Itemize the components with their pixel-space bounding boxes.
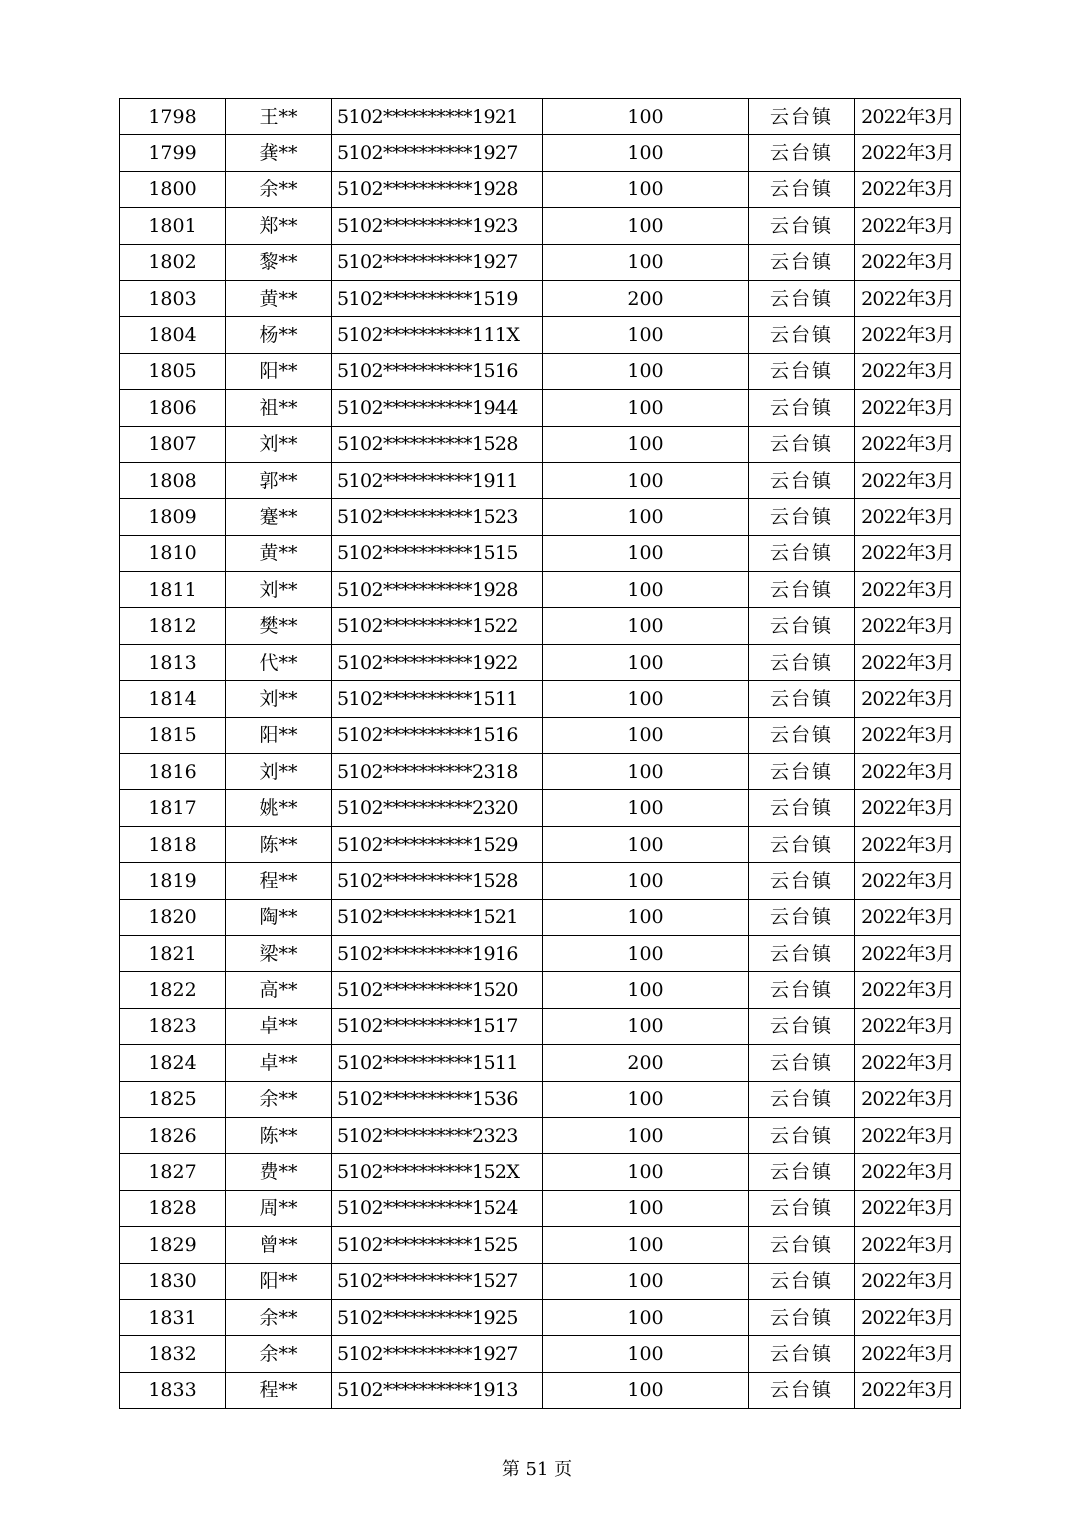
amount-cell: 100	[543, 572, 749, 608]
table-row	[120, 280, 961, 316]
amount-cell: 100	[543, 99, 749, 135]
name-cell: 祖**	[226, 390, 332, 426]
seq-cell: 1833	[120, 1372, 226, 1408]
table-row	[120, 1117, 961, 1153]
table-row	[120, 499, 961, 535]
town-cell: 云台镇	[749, 863, 855, 899]
id-number-cell: 5102**********1523	[332, 499, 543, 535]
date-cell: 2022年3月	[855, 608, 961, 644]
name-cell: 代**	[226, 644, 332, 680]
table-row	[120, 426, 961, 462]
amount-cell: 100	[543, 1081, 749, 1117]
amount-cell: 100	[543, 863, 749, 899]
seq-cell: 1800	[120, 171, 226, 207]
name-cell: 郑**	[226, 208, 332, 244]
town-cell: 云台镇	[749, 1154, 855, 1190]
table-row	[120, 99, 961, 135]
name-cell: 阳**	[226, 1263, 332, 1299]
date-cell: 2022年3月	[855, 1045, 961, 1081]
name-cell: 龚**	[226, 135, 332, 171]
table-row	[120, 608, 961, 644]
amount-cell: 100	[543, 1263, 749, 1299]
id-number-cell: 5102**********1525	[332, 1227, 543, 1263]
seq-cell: 1814	[120, 681, 226, 717]
id-number-cell: 5102**********1511	[332, 681, 543, 717]
id-number-cell: 5102**********1536	[332, 1081, 543, 1117]
name-cell: 陈**	[226, 826, 332, 862]
date-cell: 2022年3月	[855, 790, 961, 826]
town-cell: 云台镇	[749, 608, 855, 644]
table-row	[120, 353, 961, 389]
seq-cell: 1827	[120, 1154, 226, 1190]
date-cell: 2022年3月	[855, 1372, 961, 1408]
table-row	[120, 535, 961, 571]
table-row	[120, 244, 961, 280]
town-cell: 云台镇	[749, 1372, 855, 1408]
name-cell: 黎**	[226, 244, 332, 280]
amount-cell: 200	[543, 1045, 749, 1081]
seq-cell: 1804	[120, 317, 226, 353]
name-cell: 卓**	[226, 1008, 332, 1044]
date-cell: 2022年3月	[855, 390, 961, 426]
date-cell: 2022年3月	[855, 826, 961, 862]
table-row	[120, 135, 961, 171]
amount-cell: 100	[543, 826, 749, 862]
date-cell: 2022年3月	[855, 1154, 961, 1190]
id-number-cell: 5102**********1516	[332, 353, 543, 389]
seq-cell: 1822	[120, 972, 226, 1008]
amount-cell: 100	[543, 1008, 749, 1044]
id-number-cell: 5102**********1521	[332, 899, 543, 935]
table-row	[120, 935, 961, 971]
amount-cell: 100	[543, 899, 749, 935]
seq-cell: 1818	[120, 826, 226, 862]
id-number-cell: 5102**********1517	[332, 1008, 543, 1044]
table-row	[120, 863, 961, 899]
amount-cell: 100	[543, 390, 749, 426]
id-number-cell: 5102**********2318	[332, 754, 543, 790]
town-cell: 云台镇	[749, 99, 855, 135]
table-row	[120, 390, 961, 426]
seq-cell: 1803	[120, 280, 226, 316]
name-cell: 杨**	[226, 317, 332, 353]
id-number-cell: 5102**********1922	[332, 644, 543, 680]
amount-cell: 100	[543, 135, 749, 171]
town-cell: 云台镇	[749, 826, 855, 862]
name-cell: 刘**	[226, 681, 332, 717]
town-cell: 云台镇	[749, 1263, 855, 1299]
town-cell: 云台镇	[749, 899, 855, 935]
name-cell: 姚**	[226, 790, 332, 826]
name-cell: 刘**	[226, 426, 332, 462]
seq-cell: 1802	[120, 244, 226, 280]
id-number-cell: 5102**********1911	[332, 462, 543, 498]
town-cell: 云台镇	[749, 244, 855, 280]
id-number-cell: 5102**********152X	[332, 1154, 543, 1190]
amount-cell: 100	[543, 754, 749, 790]
id-number-cell: 5102**********2320	[332, 790, 543, 826]
town-cell: 云台镇	[749, 208, 855, 244]
seq-cell: 1815	[120, 717, 226, 753]
seq-cell: 1816	[120, 754, 226, 790]
id-number-cell: 5102**********1927	[332, 244, 543, 280]
seq-cell: 1807	[120, 426, 226, 462]
id-number-cell: 5102**********1527	[332, 1263, 543, 1299]
id-number-cell: 5102**********1522	[332, 608, 543, 644]
id-number-cell: 5102**********1520	[332, 972, 543, 1008]
amount-cell: 100	[543, 644, 749, 680]
table-row	[120, 754, 961, 790]
id-number-cell: 5102**********1928	[332, 171, 543, 207]
date-cell: 2022年3月	[855, 353, 961, 389]
id-number-cell: 5102**********1913	[332, 1372, 543, 1408]
name-cell: 蹇**	[226, 499, 332, 535]
date-cell: 2022年3月	[855, 899, 961, 935]
name-cell: 费**	[226, 1154, 332, 1190]
date-cell: 2022年3月	[855, 462, 961, 498]
town-cell: 云台镇	[749, 390, 855, 426]
amount-cell: 100	[543, 717, 749, 753]
date-cell: 2022年3月	[855, 426, 961, 462]
town-cell: 云台镇	[749, 1190, 855, 1226]
date-cell: 2022年3月	[855, 244, 961, 280]
amount-cell: 100	[543, 426, 749, 462]
seq-cell: 1824	[120, 1045, 226, 1081]
amount-cell: 100	[543, 535, 749, 571]
name-cell: 余**	[226, 171, 332, 207]
date-cell: 2022年3月	[855, 280, 961, 316]
id-number-cell: 5102**********1916	[332, 935, 543, 971]
amount-cell: 100	[543, 1372, 749, 1408]
amount-cell: 100	[543, 1336, 749, 1372]
town-cell: 云台镇	[749, 353, 855, 389]
town-cell: 云台镇	[749, 535, 855, 571]
id-number-cell: 5102**********1928	[332, 572, 543, 608]
table-row	[120, 1008, 961, 1044]
records-table	[119, 98, 961, 1409]
name-cell: 王**	[226, 99, 332, 135]
town-cell: 云台镇	[749, 754, 855, 790]
table-row	[120, 1336, 961, 1372]
town-cell: 云台镇	[749, 499, 855, 535]
table-row	[120, 1263, 961, 1299]
town-cell: 云台镇	[749, 1045, 855, 1081]
name-cell: 陶**	[226, 899, 332, 935]
date-cell: 2022年3月	[855, 1336, 961, 1372]
date-cell: 2022年3月	[855, 754, 961, 790]
seq-cell: 1798	[120, 99, 226, 135]
amount-cell: 100	[543, 171, 749, 207]
table-row	[120, 1299, 961, 1335]
table-row	[120, 208, 961, 244]
amount-cell: 100	[543, 1190, 749, 1226]
date-cell: 2022年3月	[855, 1263, 961, 1299]
name-cell: 郭**	[226, 462, 332, 498]
date-cell: 2022年3月	[855, 1190, 961, 1226]
seq-cell: 1821	[120, 935, 226, 971]
name-cell: 余**	[226, 1336, 332, 1372]
seq-cell: 1830	[120, 1263, 226, 1299]
id-number-cell: 5102**********1921	[332, 99, 543, 135]
seq-cell: 1820	[120, 899, 226, 935]
seq-cell: 1825	[120, 1081, 226, 1117]
town-cell: 云台镇	[749, 681, 855, 717]
seq-cell: 1808	[120, 462, 226, 498]
name-cell: 樊**	[226, 608, 332, 644]
amount-cell: 100	[543, 208, 749, 244]
name-cell: 阳**	[226, 717, 332, 753]
amount-cell: 100	[543, 790, 749, 826]
name-cell: 程**	[226, 1372, 332, 1408]
town-cell: 云台镇	[749, 462, 855, 498]
id-number-cell: 5102**********1515	[332, 535, 543, 571]
seq-cell: 1817	[120, 790, 226, 826]
table-row	[120, 1227, 961, 1263]
amount-cell: 100	[543, 681, 749, 717]
date-cell: 2022年3月	[855, 863, 961, 899]
amount-cell: 100	[543, 1299, 749, 1335]
date-cell: 2022年3月	[855, 171, 961, 207]
date-cell: 2022年3月	[855, 1227, 961, 1263]
seq-cell: 1811	[120, 572, 226, 608]
date-cell: 2022年3月	[855, 535, 961, 571]
seq-cell: 1805	[120, 353, 226, 389]
table-row	[120, 171, 961, 207]
seq-cell: 1810	[120, 535, 226, 571]
id-number-cell: 5102**********1528	[332, 863, 543, 899]
table-row	[120, 317, 961, 353]
town-cell: 云台镇	[749, 317, 855, 353]
amount-cell: 200	[543, 280, 749, 316]
date-cell: 2022年3月	[855, 717, 961, 753]
name-cell: 黄**	[226, 535, 332, 571]
table-row	[120, 717, 961, 753]
seq-cell: 1812	[120, 608, 226, 644]
amount-cell: 100	[543, 244, 749, 280]
name-cell: 程**	[226, 863, 332, 899]
table-row	[120, 1081, 961, 1117]
table-row	[120, 681, 961, 717]
name-cell: 刘**	[226, 572, 332, 608]
seq-cell: 1826	[120, 1117, 226, 1153]
id-number-cell: 5102**********1516	[332, 717, 543, 753]
id-number-cell: 5102**********1524	[332, 1190, 543, 1226]
amount-cell: 100	[543, 935, 749, 971]
table-row	[120, 826, 961, 862]
town-cell: 云台镇	[749, 280, 855, 316]
seq-cell: 1819	[120, 863, 226, 899]
date-cell: 2022年3月	[855, 1081, 961, 1117]
id-number-cell: 5102**********2323	[332, 1117, 543, 1153]
name-cell: 高**	[226, 972, 332, 1008]
id-number-cell: 5102**********1528	[332, 426, 543, 462]
date-cell: 2022年3月	[855, 499, 961, 535]
table-row	[120, 462, 961, 498]
seq-cell: 1832	[120, 1336, 226, 1372]
town-cell: 云台镇	[749, 572, 855, 608]
town-cell: 云台镇	[749, 790, 855, 826]
seq-cell: 1801	[120, 208, 226, 244]
id-number-cell: 5102**********1529	[332, 826, 543, 862]
town-cell: 云台镇	[749, 935, 855, 971]
town-cell: 云台镇	[749, 1117, 855, 1153]
table-row	[120, 972, 961, 1008]
id-number-cell: 5102**********1923	[332, 208, 543, 244]
date-cell: 2022年3月	[855, 972, 961, 1008]
amount-cell: 100	[543, 1154, 749, 1190]
table-row	[120, 1372, 961, 1408]
seq-cell: 1813	[120, 644, 226, 680]
town-cell: 云台镇	[749, 717, 855, 753]
id-number-cell: 5102**********1927	[332, 1336, 543, 1372]
id-number-cell: 5102**********1925	[332, 1299, 543, 1335]
seq-cell: 1829	[120, 1227, 226, 1263]
table-row	[120, 1190, 961, 1226]
amount-cell: 100	[543, 608, 749, 644]
id-number-cell: 5102**********111X	[332, 317, 543, 353]
town-cell: 云台镇	[749, 426, 855, 462]
id-number-cell: 5102**********1519	[332, 280, 543, 316]
id-number-cell: 5102**********1511	[332, 1045, 543, 1081]
table-row	[120, 1154, 961, 1190]
amount-cell: 100	[543, 353, 749, 389]
seq-cell: 1823	[120, 1008, 226, 1044]
name-cell: 黄**	[226, 280, 332, 316]
name-cell: 余**	[226, 1299, 332, 1335]
town-cell: 云台镇	[749, 1336, 855, 1372]
amount-cell: 100	[543, 317, 749, 353]
date-cell: 2022年3月	[855, 644, 961, 680]
date-cell: 2022年3月	[855, 935, 961, 971]
id-number-cell: 5102**********1944	[332, 390, 543, 426]
seq-cell: 1799	[120, 135, 226, 171]
town-cell: 云台镇	[749, 1299, 855, 1335]
name-cell: 刘**	[226, 754, 332, 790]
table-row	[120, 572, 961, 608]
name-cell: 周**	[226, 1190, 332, 1226]
town-cell: 云台镇	[749, 135, 855, 171]
page-number: 第 51 页	[501, 1459, 573, 1480]
date-cell: 2022年3月	[855, 208, 961, 244]
date-cell: 2022年3月	[855, 1008, 961, 1044]
date-cell: 2022年3月	[855, 317, 961, 353]
town-cell: 云台镇	[749, 1008, 855, 1044]
name-cell: 阳**	[226, 353, 332, 389]
town-cell: 云台镇	[749, 1081, 855, 1117]
town-cell: 云台镇	[749, 1227, 855, 1263]
name-cell: 陈**	[226, 1117, 332, 1153]
amount-cell: 100	[543, 462, 749, 498]
seq-cell: 1828	[120, 1190, 226, 1226]
seq-cell: 1809	[120, 499, 226, 535]
records-table-body	[120, 99, 961, 1409]
seq-cell: 1831	[120, 1299, 226, 1335]
table-row	[120, 899, 961, 935]
date-cell: 2022年3月	[855, 135, 961, 171]
amount-cell: 100	[543, 1117, 749, 1153]
table-row	[120, 644, 961, 680]
name-cell: 梁**	[226, 935, 332, 971]
name-cell: 余**	[226, 1081, 332, 1117]
name-cell: 卓**	[226, 1045, 332, 1081]
amount-cell: 100	[543, 972, 749, 1008]
id-number-cell: 5102**********1927	[332, 135, 543, 171]
town-cell: 云台镇	[749, 171, 855, 207]
town-cell: 云台镇	[749, 644, 855, 680]
name-cell: 曾**	[226, 1227, 332, 1263]
date-cell: 2022年3月	[855, 681, 961, 717]
seq-cell: 1806	[120, 390, 226, 426]
amount-cell: 100	[543, 499, 749, 535]
table-row	[120, 790, 961, 826]
town-cell: 云台镇	[749, 972, 855, 1008]
table-row	[120, 1045, 961, 1081]
date-cell: 2022年3月	[855, 572, 961, 608]
date-cell: 2022年3月	[855, 1299, 961, 1335]
date-cell: 2022年3月	[855, 1117, 961, 1153]
date-cell: 2022年3月	[855, 99, 961, 135]
amount-cell: 100	[543, 1227, 749, 1263]
